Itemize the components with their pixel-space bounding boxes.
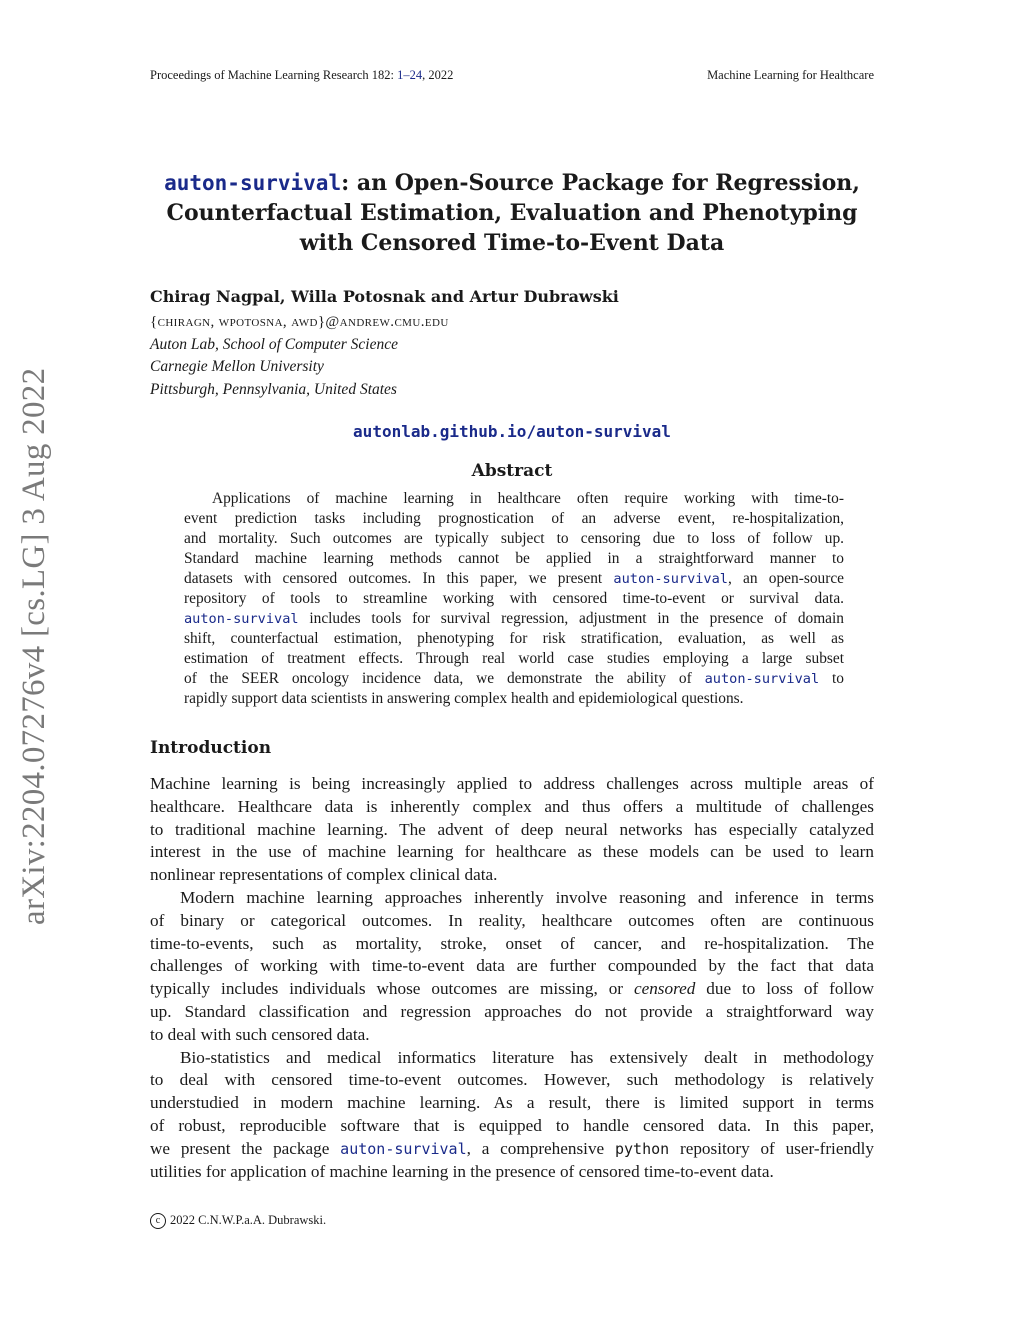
abstract-heading: Abstract xyxy=(471,461,553,481)
package-name-inline: auton-survival xyxy=(340,1139,467,1158)
author-emails[interactable]: {chiragn, wpotosna, awd}@andrew.cmu.edu xyxy=(150,314,449,330)
abstract-line xyxy=(184,609,844,629)
affiliation-block xyxy=(150,311,449,401)
package-name-inline: auton-survival xyxy=(613,571,728,587)
abstract-line: shift, counterfactual estimation, phenotyping for risk stratification, evaluation, as well as xyxy=(184,630,844,647)
abstract-body xyxy=(184,489,844,709)
copyright-icon: c xyxy=(150,1213,166,1229)
abstract-line xyxy=(184,669,844,689)
section-heading-introduction: Introduction xyxy=(150,738,272,758)
body-line: interest in the use of machine learning for healthcare as these models can be used to learn xyxy=(150,842,874,862)
abstract-text: to xyxy=(819,670,844,687)
project-url-link[interactable]: autonlab.github.io/auton-survival xyxy=(353,422,671,441)
abstract-line: Applications of machine learning in healthcare often require working with time-to- xyxy=(212,490,844,507)
venue-text: Proceedings of Machine Learning Research 182: xyxy=(150,68,398,82)
body-line: Bio-statistics and medical informatics literature has extensively dealt in methodology xyxy=(180,1047,874,1067)
title-line-3: with Censored Time-to-Event Data xyxy=(299,230,725,256)
body-line: healthcare. Healthcare data is inherently complex and thus offers a multitude of challenges xyxy=(150,796,874,816)
abstract-text: includes tools for survival regression, adjustment in the presence of domain xyxy=(298,610,844,627)
abstract-line xyxy=(184,569,844,589)
abstract-text: , an open-source xyxy=(727,570,844,587)
running-header-venue xyxy=(150,68,453,83)
copyright-footer xyxy=(150,1213,326,1229)
package-name: auton-survival xyxy=(164,171,342,195)
body-line: of robust, reproducible software that is equipped to handle censored data. In this paper, xyxy=(150,1115,874,1135)
package-name-inline: auton-survival xyxy=(184,611,299,627)
body-line: to deal with such censored data. xyxy=(150,1024,370,1044)
affiliation-location: Pittsburgh, Pennsylvania, United States xyxy=(150,380,397,398)
body-line: of binary or categorical outcomes. In reality, healthcare outcomes often are continuous xyxy=(150,910,874,930)
abstract-line: rapidly support data scientists in answering complex health and epidemiological questions. xyxy=(184,690,744,707)
body-text: due to loss of follow xyxy=(695,979,874,999)
body-line: Machine learning is being increasingly applied to address challenges across multiple areas of xyxy=(150,774,874,793)
body-line: utilities for application of machine learning in the presence of censored time-to-event data. xyxy=(150,1161,774,1181)
abstract-text: datasets with censored outcomes. In this paper, we present xyxy=(184,570,614,587)
python-keyword: python xyxy=(614,1139,670,1158)
body-line: up. Standard classification and regression approaches do not provide a straightforward way xyxy=(150,1001,874,1021)
abstract-line: estimation of treatment effects. Through real world case studies employing a large subset xyxy=(184,650,844,667)
affiliation-lab: Auton Lab, School of Computer Science xyxy=(150,335,398,353)
abstract-text: of the SEER oncology incidence data, we demonstrate the ability of xyxy=(184,670,705,687)
body-text: typically includes individuals whose outcomes are missing, or xyxy=(150,979,634,999)
body-line xyxy=(150,1138,874,1161)
copyright-text: 2022 C.N.W.P.a.A. Dubrawski. xyxy=(170,1213,327,1227)
page-range-link[interactable]: 1–24 xyxy=(397,68,423,82)
package-name-inline: auton-survival xyxy=(704,671,820,687)
author-list: Chirag Nagpal, Willa Potosnak and Artur Dubrawski xyxy=(150,287,619,306)
body-line: challenges of working with time-to-event data are further compounded by the fact that data xyxy=(150,956,874,976)
body-line xyxy=(150,978,874,1001)
body-text: , a comprehensive xyxy=(466,1138,615,1158)
body-line: to traditional machine learning. The advent of deep neural networks has especially catalyzed xyxy=(150,819,874,839)
introduction-body xyxy=(150,773,874,1183)
abstract-line: Standard machine learning methods cannot be applied in a straightforward manner to xyxy=(184,550,844,567)
body-line: Modern machine learning approaches inherently involve reasoning and inference in terms xyxy=(180,887,874,907)
paper-title xyxy=(150,168,874,258)
emphasis-censored: censored xyxy=(633,979,696,999)
running-header-track: Machine Learning for Healthcare xyxy=(707,68,874,82)
venue-year: , 2022 xyxy=(422,68,454,82)
body-line: nonlinear representations of complex clinical data. xyxy=(150,865,498,885)
body-text: we present the package xyxy=(150,1138,341,1158)
body-text: repository of user-friendly xyxy=(669,1138,875,1158)
abstract-line: and mortality. Such outcomes are typically subject to censoring due to loss of follow up. xyxy=(184,530,844,547)
abstract-line: event prediction tasks including prognostication of an adverse event, re-hospitalization, xyxy=(184,510,844,527)
title-line-1-rest: : an Open-Source Package for Regression, xyxy=(341,170,860,196)
title-line-2: Counterfactual Estimation, Evaluation and Phenotyping xyxy=(166,200,858,226)
body-line: time-to-events, such as mortality, stroke, onset of cancer, and re-hospitalization. The xyxy=(150,933,874,953)
project-url-line xyxy=(150,422,874,441)
arxiv-stamp: arXiv:2204.07276v4 [cs.LG] 3 Aug 2022 xyxy=(16,367,52,925)
title-line-1 xyxy=(150,168,874,198)
affiliation-university: Carnegie Mellon University xyxy=(150,358,324,375)
abstract-line: repository of tools to streamline working with censored time-to-event or survival data. xyxy=(184,590,844,607)
body-line: to deal with censored time-to-event outcomes. However, such methodology is relatively xyxy=(150,1070,874,1090)
body-line: understudied in modern machine learning. As a result, there is limited support in terms xyxy=(150,1093,874,1113)
